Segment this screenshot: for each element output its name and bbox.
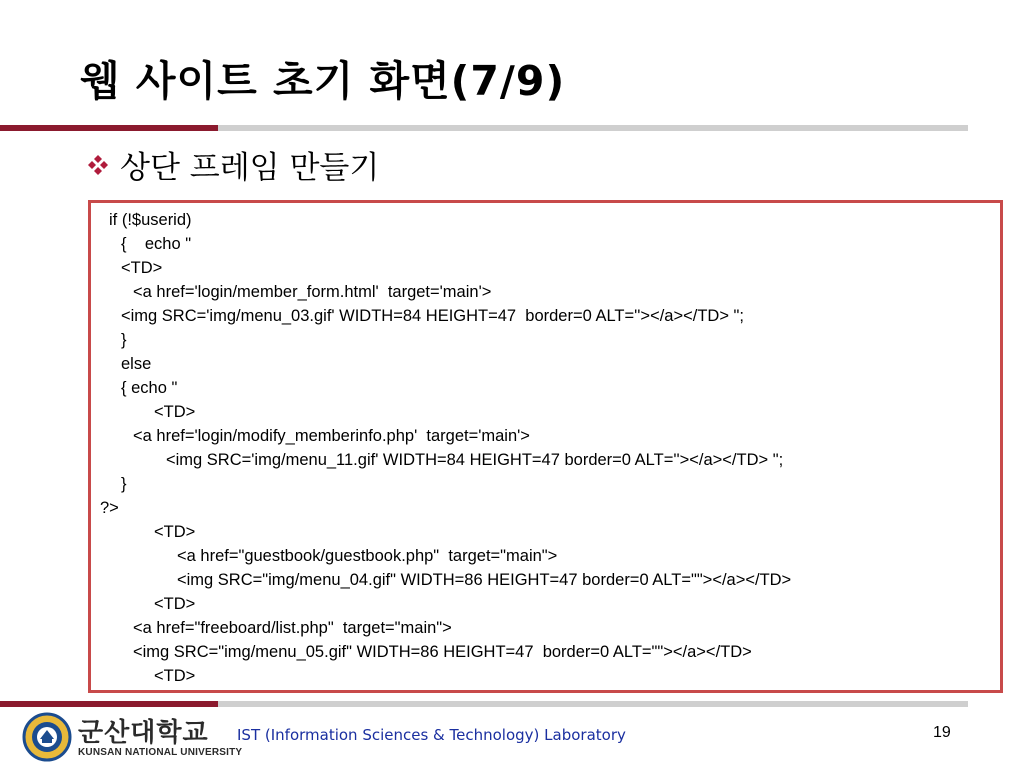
code-line: { echo " <box>121 235 192 253</box>
code-line: <TD> <box>154 523 196 541</box>
code-line: <TD> <box>154 595 196 613</box>
code-line: <img SRC="img/menu_04.gif" WIDTH=86 HEIGHT=47 border=0 ALT=""></a></TD> <box>177 571 792 589</box>
university-name <box>78 719 242 759</box>
code-line: if (!$userid) <box>109 211 192 229</box>
code-line: <a href="freeboard/list.php" target="main"> <box>133 619 452 637</box>
code-line: <TD> <box>154 403 196 421</box>
code-box <box>88 200 1003 693</box>
lab-name: IST (Information Sciences & Technology) Laboratory <box>237 726 626 744</box>
code-line: <a href='login/modify_memberinfo.php' target='main'> <box>133 427 530 445</box>
code-line: ?> <box>100 499 119 517</box>
code-line: <img SRC='img/menu_03.gif' WIDTH=84 HEIGHT=47 border=0 ALT=''></a></TD> "; <box>121 307 744 325</box>
university-name-kr: 군산대학교 <box>78 718 209 748</box>
code-line: <TD> <box>154 667 196 685</box>
header-rule <box>218 125 968 131</box>
code-line: <img SRC='img/menu_11.gif' WIDTH=84 HEIGHT=47 border=0 ALT=''></a></TD> "; <box>166 451 784 469</box>
code-line: } <box>121 331 127 349</box>
code-line: <img SRC="img/menu_05.gif" WIDTH=86 HEIGHT=47 border=0 ALT=""></a></TD> <box>133 643 752 661</box>
footer-rule <box>218 701 968 707</box>
header-rule-accent <box>0 125 218 131</box>
bullet-item <box>80 142 379 187</box>
code-line: else <box>121 355 152 373</box>
footer-rule-accent <box>0 701 218 707</box>
bullet-text: 상단 프레임 만들기 <box>120 150 380 186</box>
diamond-bullet-icon <box>80 147 116 183</box>
code-line: } <box>121 475 127 493</box>
code-line: { echo " <box>121 379 178 397</box>
slide-title: 웹 사이트 초기 화면(7/9) <box>80 57 566 105</box>
code-line: <a href='login/member_form.html' target='main'> <box>133 283 492 301</box>
university-name-en: KUNSAN NATIONAL UNIVERSITY <box>78 747 243 758</box>
page-number: 19 <box>933 724 951 741</box>
university-logo <box>22 712 242 766</box>
code-line: <a href="guestbook/guestbook.php" target="main"> <box>177 547 558 565</box>
code-line: <TD> <box>121 259 163 277</box>
university-seal-icon <box>22 712 72 766</box>
